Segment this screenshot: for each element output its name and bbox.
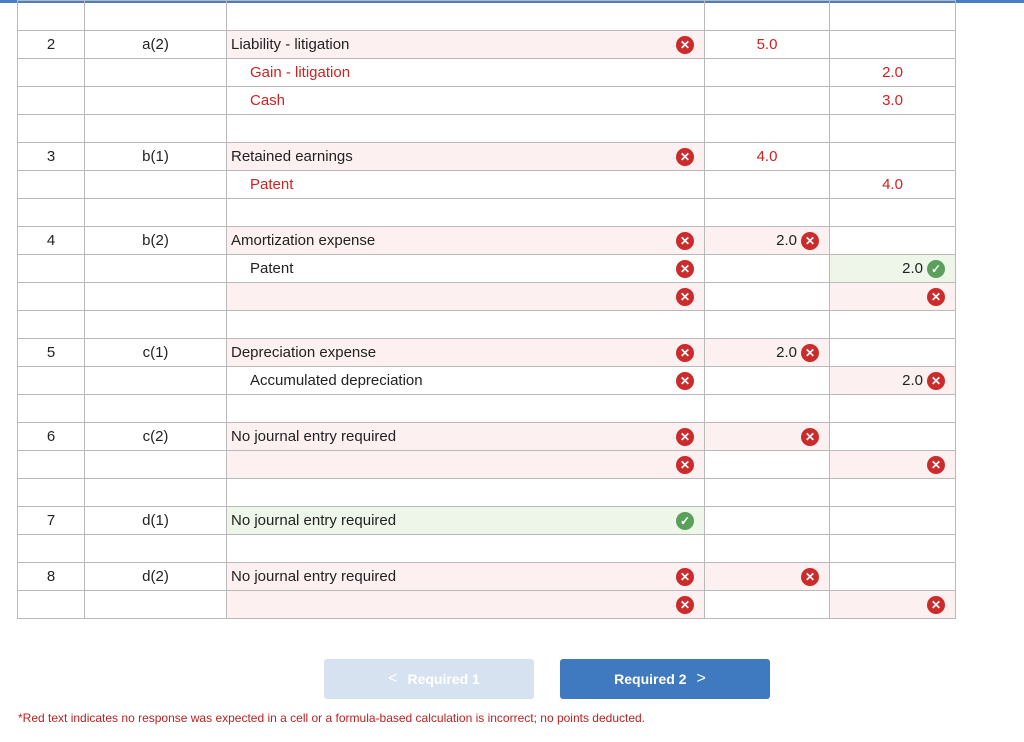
debit-cell[interactable] xyxy=(705,199,830,227)
credit-cell[interactable] xyxy=(830,423,956,451)
debit-cell[interactable]: 4.0 xyxy=(705,143,830,171)
entry-number: 2 xyxy=(18,31,85,59)
incorrect-icon: ✕ xyxy=(676,596,694,614)
credit-cell[interactable] xyxy=(830,451,956,479)
table-row xyxy=(18,227,956,255)
account-cell[interactable] xyxy=(227,479,705,507)
credit-cell[interactable]: 2.0 ✕ xyxy=(830,367,956,395)
credit-cell[interactable] xyxy=(830,479,956,507)
table-row xyxy=(18,311,956,339)
account-cell[interactable]: Patent xyxy=(227,171,705,199)
entry-number xyxy=(18,451,85,479)
next-button-label: Required 2 xyxy=(614,671,687,687)
incorrect-icon: ✕ xyxy=(927,456,945,474)
account-cell[interactable] xyxy=(227,535,705,563)
table-row xyxy=(18,395,956,423)
account-cell[interactable] xyxy=(227,115,705,143)
incorrect-icon: ✕ xyxy=(676,568,694,586)
entry-number: 4 xyxy=(18,227,85,255)
transaction-ref xyxy=(85,311,227,339)
table-row xyxy=(18,199,956,227)
entry-number: 5 xyxy=(18,339,85,367)
incorrect-icon: ✕ xyxy=(801,232,819,250)
debit-cell[interactable] xyxy=(705,423,830,451)
previous-button-label: Required 1 xyxy=(407,671,480,687)
account-cell[interactable] xyxy=(227,311,705,339)
account-cell[interactable] xyxy=(227,283,705,311)
incorrect-icon: ✕ xyxy=(927,372,945,390)
transaction-ref xyxy=(85,395,227,423)
transaction-ref xyxy=(85,451,227,479)
next-button[interactable] xyxy=(560,659,770,699)
transaction-ref xyxy=(85,59,227,87)
entry-number xyxy=(18,171,85,199)
account-cell[interactable]: Accumulated depreciation ✕ xyxy=(227,367,705,395)
entry-number xyxy=(18,535,85,563)
debit-cell[interactable] xyxy=(705,283,830,311)
credit-cell[interactable]: 2.0 xyxy=(830,59,956,87)
entry-number xyxy=(18,199,85,227)
debit-cell[interactable]: 2.0 ✕ xyxy=(705,339,830,367)
account-cell[interactable]: Depreciation expense ✕ xyxy=(227,339,705,367)
credit-cell[interactable] xyxy=(830,339,956,367)
transaction-ref: a(2) xyxy=(85,31,227,59)
incorrect-icon: ✕ xyxy=(676,344,694,362)
debit-cell[interactable]: 2.0 ✕ xyxy=(705,227,830,255)
debit-cell[interactable] xyxy=(705,59,830,87)
table-row xyxy=(18,171,956,199)
entry-number xyxy=(18,87,85,115)
credit-cell[interactable] xyxy=(830,535,956,563)
entry-number xyxy=(18,115,85,143)
entry-number xyxy=(18,59,85,87)
table-row xyxy=(18,283,956,311)
entry-number xyxy=(18,283,85,311)
incorrect-icon: ✕ xyxy=(927,288,945,306)
journal-entry-table xyxy=(17,0,956,619)
entry-number xyxy=(18,1,85,31)
correct-check-icon: ✓ xyxy=(927,260,945,278)
transaction-ref xyxy=(85,283,227,311)
debit-cell[interactable] xyxy=(705,115,830,143)
credit-cell[interactable] xyxy=(830,507,956,535)
transaction-ref xyxy=(85,535,227,563)
incorrect-icon: ✕ xyxy=(927,596,945,614)
transaction-ref: c(2) xyxy=(85,423,227,451)
transaction-ref xyxy=(85,115,227,143)
table-row xyxy=(18,143,956,171)
debit-cell[interactable] xyxy=(705,87,830,115)
correct-check-icon: ✓ xyxy=(676,512,694,530)
table-row xyxy=(18,591,956,619)
debit-cell[interactable] xyxy=(705,535,830,563)
table-row xyxy=(18,59,956,87)
incorrect-icon: ✕ xyxy=(801,568,819,586)
incorrect-icon: ✕ xyxy=(676,372,694,390)
account-cell[interactable]: No journal entry required ✕ xyxy=(227,423,705,451)
credit-cell[interactable] xyxy=(830,1,956,31)
transaction-ref xyxy=(85,255,227,283)
credit-cell[interactable] xyxy=(830,591,956,619)
debit-cell[interactable] xyxy=(705,171,830,199)
credit-cell[interactable] xyxy=(830,199,956,227)
transaction-ref xyxy=(85,199,227,227)
credit-cell[interactable] xyxy=(830,143,956,171)
entry-number: 7 xyxy=(18,507,85,535)
transaction-ref xyxy=(85,367,227,395)
debit-cell[interactable] xyxy=(705,591,830,619)
entry-number: 8 xyxy=(18,563,85,591)
debit-cell[interactable] xyxy=(705,479,830,507)
account-cell[interactable]: Gain - litigation xyxy=(227,59,705,87)
debit-cell[interactable] xyxy=(705,311,830,339)
entry-number xyxy=(18,591,85,619)
account-cell[interactable]: Retained earnings ✕ xyxy=(227,143,705,171)
incorrect-icon: ✕ xyxy=(676,428,694,446)
incorrect-icon: ✕ xyxy=(801,428,819,446)
table-row xyxy=(18,255,956,283)
debit-cell[interactable] xyxy=(705,255,830,283)
credit-cell[interactable] xyxy=(830,563,956,591)
account-cell[interactable]: Amortization expense ✕ xyxy=(227,227,705,255)
incorrect-icon: ✕ xyxy=(676,260,694,278)
transaction-ref xyxy=(85,479,227,507)
account-cell[interactable] xyxy=(227,1,705,31)
credit-cell[interactable] xyxy=(830,31,956,59)
account-cell[interactable]: Patent ✕ xyxy=(227,255,705,283)
entry-number xyxy=(18,395,85,423)
account-cell[interactable] xyxy=(227,199,705,227)
table-row xyxy=(18,31,956,59)
entry-number xyxy=(18,367,85,395)
account-cell[interactable]: Cash xyxy=(227,87,705,115)
table-row xyxy=(18,367,956,395)
debit-cell[interactable] xyxy=(705,451,830,479)
table-row xyxy=(18,115,956,143)
table-row xyxy=(18,563,956,591)
incorrect-icon: ✕ xyxy=(676,36,694,54)
transaction-ref xyxy=(85,591,227,619)
incorrect-icon: ✕ xyxy=(801,344,819,362)
table-row xyxy=(18,423,956,451)
table-row xyxy=(18,451,956,479)
table-row xyxy=(18,479,956,507)
debit-cell[interactable] xyxy=(705,563,830,591)
credit-cell[interactable] xyxy=(830,311,956,339)
chevron-left-icon: < xyxy=(388,670,398,687)
account-cell[interactable]: Liability - litigation ✕ xyxy=(227,31,705,59)
transaction-ref xyxy=(85,171,227,199)
entry-number xyxy=(18,311,85,339)
debit-cell[interactable] xyxy=(705,507,830,535)
account-cell[interactable] xyxy=(227,395,705,423)
entry-number xyxy=(18,255,85,283)
transaction-ref xyxy=(85,1,227,31)
chevron-right-icon: > xyxy=(696,670,706,687)
credit-cell[interactable] xyxy=(830,115,956,143)
transaction-ref xyxy=(85,87,227,115)
credit-cell[interactable]: 4.0 xyxy=(830,171,956,199)
table-row xyxy=(18,507,956,535)
account-cell[interactable]: No journal entry required ✕ xyxy=(227,563,705,591)
account-cell[interactable] xyxy=(227,451,705,479)
credit-cell[interactable] xyxy=(830,227,956,255)
table-row xyxy=(18,339,956,367)
transaction-ref: d(2) xyxy=(85,563,227,591)
transaction-ref: b(1) xyxy=(85,143,227,171)
debit-cell[interactable] xyxy=(705,367,830,395)
debit-cell[interactable] xyxy=(705,1,830,31)
transaction-ref: d(1) xyxy=(85,507,227,535)
incorrect-icon: ✕ xyxy=(676,288,694,306)
credit-cell[interactable] xyxy=(830,283,956,311)
entry-number: 3 xyxy=(18,143,85,171)
account-cell[interactable]: No journal entry required ✓ xyxy=(227,507,705,535)
credit-cell[interactable]: 3.0 xyxy=(830,87,956,115)
transaction-ref: c(1) xyxy=(85,339,227,367)
credit-cell[interactable] xyxy=(830,395,956,423)
table-row xyxy=(18,535,956,563)
debit-cell[interactable] xyxy=(705,395,830,423)
incorrect-icon: ✕ xyxy=(676,456,694,474)
incorrect-icon: ✕ xyxy=(676,232,694,250)
credit-cell[interactable]: 2.0 ✓ xyxy=(830,255,956,283)
previous-button[interactable] xyxy=(324,659,534,699)
entry-number: 6 xyxy=(18,423,85,451)
account-cell[interactable] xyxy=(227,591,705,619)
incorrect-icon: ✕ xyxy=(676,148,694,166)
footnote: *Red text indicates no response was expected in a cell or a formula-based calculation is incorrect; no points deducted. xyxy=(18,711,646,725)
transaction-ref: b(2) xyxy=(85,227,227,255)
table-row xyxy=(18,87,956,115)
entry-number xyxy=(18,479,85,507)
debit-cell[interactable]: 5.0 xyxy=(705,31,830,59)
table-row xyxy=(18,1,956,31)
